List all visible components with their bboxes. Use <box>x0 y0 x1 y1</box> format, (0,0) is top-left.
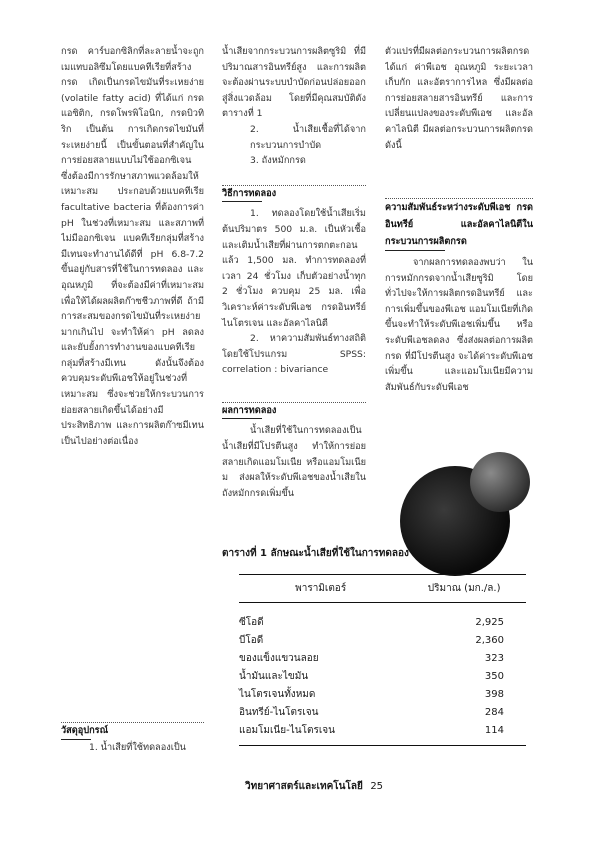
body-paragraph: น้ำเสียที่ใช้ในการทดลองเป็นน้ำเสียที่มีโปรตีนสูง ทำให้การย่อยสลายเกิดแอมโมเนีย หรือแอมโมเนียม ส่งผลให้ระดับพีเอชของน้ำเสียในถังหมักกรดเพิ่มขึ้น <box>222 425 366 499</box>
materials-list <box>222 122 366 169</box>
table-row <box>239 667 526 685</box>
list-item: 3. ถังหมักกรด <box>250 155 306 167</box>
param-cell: ซีโอดี <box>239 616 264 628</box>
page-footer <box>245 779 383 794</box>
journal-name: วิทยาศาสตร์และเทคโนโลยี <box>245 781 363 792</box>
body-paragraph: ตัวแปรที่มีผลต่อกระบวนการผลิตกรด ได้แก่ ค่าพีเอช อุณหภูมิ ระยะเวลาเก็บกัก และอัตราการไหล ซึ่งมีผลต่อการย่อยสลายสารอินทรีย์ และการเปลี่ยนแปลงของระดับพีเอช และอัลคาไลนิตี มีผลต่อกระบวนการผลิตกรด ดังนี้ <box>385 46 533 151</box>
column-left <box>61 44 204 755</box>
body-paragraph: กรด คาร์บอกซิลิกที่ละลายน้ำจะถูกเมแทบอลิซึมโดยแบคทีเรียที่สร้างกรด เกิดเป็นกรดไขมันที่ระเหยง่าย (volatile fatty acid) ที่ได้แก่ กรดแอซิติก, กรดโพรพิโอนิก, กรดบิวทิริก เป็นต้น การเกิดกรดไขมันที่ระเหยง่ายนี้ เป็นขั้นตอนที่สำคัญในการย่อยสลายแบบไม่ใช้ออกซิเจน ซึ่งต้องมีการรักษาสภาพแวดล้อมให้เหมาะสม ประกอบด้วยแบคทีเรีย facultative bacteria ที่ต้องการค่า pH ในช่วงที่เหมาะสม และสภาพที่ไม่มีออกซิเจน แบคทีเรียกลุ่มที่สร้างมีเทนจะทำงานได้ดีที่ pH 6.8-7.2 ขึ้นอยู่กับสารที่ใช้ในการทดลอง และอุณหภูมิ ที่จะต้องมีค่าที่เหมาะสม เพื่อให้ได้ผลผลิตก๊าซชีวภาพที่ดี ถ้ามีการสะสมของกรดไขมันที่ระเหยง่ายมากเกินไป จะทำให้ค่า pH ลดลง และยับยั้งการทำงานของแบคทีเรียกลุ่มที่สร้างมีเทน ดังนั้นจึงต้องควบคุมระดับพีเอชให้อยู่ในช่วงที่เหมาะสม ซึ่งจะช่วยให้กระบวนการย่อยสลายเกิดขึ้นได้อย่างมีประสิทธิภาพ และการผลิตก๊าซมีเทนเป็นไปอย่างต่อเนื่อง <box>61 46 204 447</box>
column-header-amount: ปริมาณ (มก./ล.) <box>402 575 526 603</box>
list-item: 2. น้ำเสียเชื้อที่ได้จากกระบวนการบำบัด <box>250 123 366 151</box>
param-cell: บีโอดี <box>239 634 264 646</box>
page-number: 25 <box>370 781 384 792</box>
list-item: 1. น้ำเสียที่ใช้ทดลองเป็น <box>89 741 186 753</box>
column-header-parameter: พารามิเตอร์ <box>239 575 402 603</box>
wastewater-characteristics-table <box>239 574 526 746</box>
param-cell: อินทรีย์-ไนโตรเจน <box>239 706 319 718</box>
table-caption: ตารางที่ 1 ลักษณะน้ำเสียที่ใช้ในการทดลอง <box>222 548 409 559</box>
value-cell: 350 <box>484 670 504 682</box>
value-cell: 114 <box>402 721 526 746</box>
decorative-circle-small <box>470 452 530 512</box>
table-header-row <box>239 575 526 603</box>
value-cell: 284 <box>484 706 504 718</box>
table-row <box>239 631 526 649</box>
body-paragraph: จากผลการทดลองพบว่า ในการหมักกรดจากน้ำเสียซูริมิ โดยทั่วไปจะให้การผลิตกรดอินทรีย์ และการเพิ่มขึ้นของพีเอช แอมโมเนียที่เกิดขึ้นจะทำให้ระดับพีเอชเพิ่มขึ้น หรือระดับพีเอชลดลง ซึ่งส่งผลต่อการผลิตกรด ที่มีโปรตีนสูง จะได้ค่าระดับพีเอชเพิ่มขึ้น และแอมโมเนียมีความสัมพันธ์กับระดับพีเอช <box>385 257 533 393</box>
heading-underline <box>385 250 445 251</box>
param-cell: ของแข็งแขวนลอย <box>239 652 319 664</box>
body-paragraph: น้ำเสียจากกระบวนการผลิตซูริมิ ที่มีปริมาณสารอินทรีย์สูง และการผลิตจะต้องผ่านระบบบำบัดก่อนปล่อยออกสู่สิ่งแวดล้อม โดยที่มีคุณสมบัติดังตารางที่ 1 <box>222 46 366 120</box>
param-cell: น้ำมันและไขมัน <box>239 670 309 682</box>
column-right <box>385 44 533 411</box>
table-row <box>239 685 526 703</box>
value-cell: 398 <box>484 688 504 700</box>
section-heading-materials: วัสดุอุปกรณ์ <box>61 725 109 736</box>
heading-underline <box>222 418 262 419</box>
table-row <box>239 603 526 632</box>
section-heading-method: วิธีการทดลอง <box>222 187 277 199</box>
column-middle <box>222 44 366 501</box>
value-cell: 323 <box>484 652 504 664</box>
body-paragraph: 1. ทดลองโดยใช้น้ำเสียเริ่มต้นปริมาตร 500 ม.ล. เป็นหัวเชื้อ และเติมน้ำเสียที่ผ่านการตกตะกอนแล้ว 1,500 มล. ทำการทดลองที่เวลา 24 ชั่วโมง เก็บตัวอย่างน้ำทุก 2 ชั่วโมง ควบคุม 25 มล. เพื่อวิเคราะห์ค่าระดับพีเอช กรดอินทรีย์ไนโตรเจน และอัลคาไลนิตี <box>222 208 366 329</box>
heading-underline <box>222 201 262 202</box>
table-row <box>239 649 526 667</box>
value-cell: 2,925 <box>475 616 504 628</box>
body-paragraph: 2. หาความสัมพันธ์ทางสถิติ โดยใช้โปรแกรม SPSS: correlation : bivariance <box>222 333 366 376</box>
param-cell: แอมโมเนีย-ไนโตรเจน <box>239 721 402 746</box>
section-heading-relationship: ความสัมพันธ์ระหว่างระดับพีเอช กรดอินทรีย์ และอัลคาไลนิตีในกระบวนการผลิตกรด <box>385 202 533 247</box>
value-cell: 2,360 <box>475 634 504 646</box>
table-row <box>239 721 526 746</box>
table-row <box>239 703 526 721</box>
param-cell: ไนโตรเจนทั้งหมด <box>239 688 316 700</box>
section-heading-results: ผลการทดลอง <box>222 404 277 416</box>
